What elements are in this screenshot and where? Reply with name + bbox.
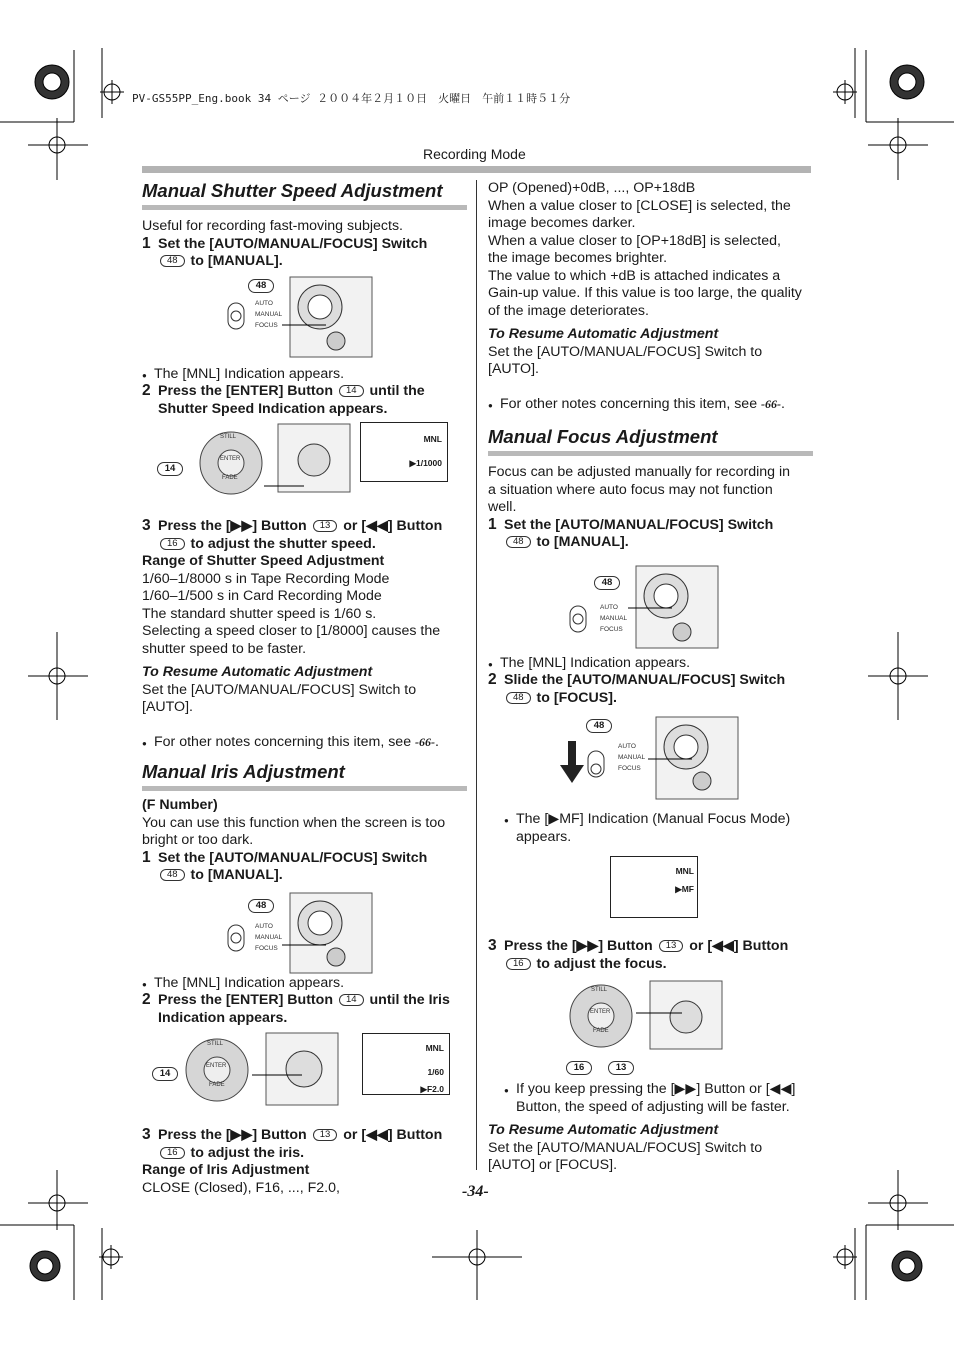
shutter-range-line: 1/60–1/500 s in Card Recording Mode bbox=[142, 588, 382, 604]
focus-intro-line: well. bbox=[488, 499, 517, 515]
focus-resume-line: [AUTO] or [FOCUS]. bbox=[488, 1157, 618, 1173]
shutter-step-3: 3 Press the [▶▶] Button 13 or [◀◀] Button 16 to adjust the shutter speed. bbox=[142, 517, 443, 552]
camcorder-illustration bbox=[282, 889, 377, 977]
iris-cont-line: the image becomes brighter. bbox=[488, 250, 668, 266]
iris-cont-line: When a value closer to [OP+18dB] is selected, bbox=[488, 232, 781, 249]
iris-intro-line: You can use this function when the screen is too bbox=[142, 814, 446, 831]
shutter-range-line: shutter speed to be faster. bbox=[142, 640, 307, 657]
switch-labels: AUTO MANUAL FOCUS bbox=[255, 922, 283, 952]
focus-intro-line: a situation where auto focus may not function bbox=[488, 481, 773, 498]
focus-bullet-2: ● The [▶MF] Indication (Manual Focus Mode) appears. bbox=[504, 811, 813, 846]
switch-figure: 48 AUTO MANUAL FOCUS bbox=[142, 271, 467, 366]
shutter-range-line: Selecting a speed closer to [1/8000] causes the bbox=[142, 623, 441, 639]
focus-step-2: 2 Slide the [AUTO/MANUAL/FOCUS] Switch 48 to [FOCUS]. bbox=[488, 671, 786, 706]
focus-step-1: 1 Set the [AUTO/MANUAL/FOCUS] Switch 48 to [MANUAL]. bbox=[488, 515, 774, 550]
iris-resume-line: [AUTO]. bbox=[488, 361, 539, 377]
dial-figure: STILL ENTER FADE 16 13 bbox=[488, 973, 813, 1081]
iris-cont-line: Gain-up value. If this value is too large, the quality bbox=[488, 285, 802, 301]
iris-cont-line: The value to which +dB is attached indicates a bbox=[488, 267, 781, 284]
running-header: Recording Mode bbox=[423, 146, 526, 162]
shutter-bullet-1: ● The [MNL] Indication appears. bbox=[142, 366, 467, 384]
lcd-screen: MNL ▶MF bbox=[610, 856, 698, 918]
iris-step-1: 1 Set the [AUTO/MANUAL/FOCUS] Switch 48 to [MANUAL]. bbox=[142, 848, 428, 883]
iris-cont-line: of the image deteriorates. bbox=[488, 302, 649, 319]
section-title-focus: Manual Focus Adjustment bbox=[488, 426, 813, 456]
shutter-resume-line: [AUTO]. bbox=[142, 699, 193, 715]
switch-labels: AUTO MANUAL FOCUS bbox=[600, 603, 628, 633]
section-title-iris: Manual Iris Adjustment bbox=[142, 761, 467, 791]
page-number: -34- bbox=[462, 1183, 489, 1200]
iris-range-line: CLOSE (Closed), F16, ..., F2.0, bbox=[142, 1179, 340, 1196]
shutter-range-title: Range of Shutter Speed Adjustment bbox=[142, 553, 385, 569]
switch-figure: 48 AUTO MANUAL FOCUS bbox=[488, 552, 813, 655]
iris-step-2: 2 Press the [ENTER] Button 14 until the Iris Indication appears. bbox=[142, 991, 450, 1026]
shutter-resume-line: Set the [AUTO/MANUAL/FOCUS] Switch to bbox=[142, 681, 417, 698]
shutter-range-line: 1/60–1/8000 s in Tape Recording Mode bbox=[142, 570, 390, 587]
iris-resume-title: To Resume Automatic Adjustment bbox=[488, 326, 719, 342]
left-column bbox=[142, 180, 467, 1197]
camcorder-illustration bbox=[282, 271, 377, 361]
column-divider bbox=[476, 180, 477, 1170]
switch-labels: AUTO MANUAL FOCUS bbox=[255, 299, 283, 329]
shutter-step-2: 2 Press the [ENTER] Button 14 until the Shutter Speed Indication appears. bbox=[142, 382, 425, 417]
camcorder-illustration bbox=[264, 420, 354, 496]
iris-intro-line: bright or too dark. bbox=[142, 832, 254, 848]
enter-button-figure: 14 STILL ENTER FADE MNL 1/60 ▶F2.0 bbox=[142, 1027, 467, 1127]
iris-fnumber: (F Number) bbox=[142, 797, 218, 813]
iris-step-3: 3 Press the [▶▶] Button 13 or [◀◀] Button 16 to adjust the iris. bbox=[142, 1126, 443, 1161]
shutter-intro: Useful for recording fast-moving subjects. bbox=[142, 218, 404, 234]
shutter-range-line: The standard shutter speed is 1/60 s. bbox=[142, 605, 377, 622]
camcorder-illustration bbox=[636, 977, 726, 1053]
switch-labels: AUTO MANUAL FOCUS bbox=[618, 743, 646, 772]
focus-intro-line: Focus can be adjusted manually for recording in bbox=[488, 464, 791, 480]
camcorder-illustration bbox=[628, 562, 723, 652]
iris-note: ● For other notes concerning this item, see -66-. bbox=[488, 396, 813, 414]
print-header: PV-GS55PP_Eng.book 34 ページ ２００４年２月１０日 火曜日 午前１１時５１分 bbox=[132, 92, 571, 105]
focus-bullet-1: ● The [MNL] Indication appears. bbox=[488, 655, 813, 673]
focus-resume-line: Set the [AUTO/MANUAL/FOCUS] Switch to bbox=[488, 1139, 763, 1156]
lcd-screen: MNL 1/60 ▶F2.0 bbox=[362, 1033, 450, 1095]
iris-bullet-1: ● The [MNL] Indication appears. bbox=[142, 975, 467, 993]
lcd-screen: MNL ▶1/1000 bbox=[360, 422, 448, 482]
camcorder-illustration bbox=[252, 1029, 342, 1109]
switch-icon bbox=[568, 604, 588, 634]
iris-cont-line: When a value closer to [CLOSE] is selected, the bbox=[488, 197, 791, 214]
section-title-shutter: Manual Shutter Speed Adjustment bbox=[142, 180, 467, 210]
focus-resume-title: To Resume Automatic Adjustment bbox=[488, 1122, 719, 1138]
arrow-down-icon bbox=[560, 741, 584, 785]
iris-cont-line: image becomes darker. bbox=[488, 215, 636, 231]
header-rule bbox=[142, 166, 811, 173]
focus-bullet-3: ● If you keep pressing the [▶▶] Button or [◀◀] Button, the speed of adjusting will be faster. bbox=[504, 1081, 813, 1116]
switch-figure: 48 AUTO MANUAL FOCUS bbox=[142, 885, 467, 975]
switch-icon bbox=[226, 301, 246, 331]
iris-cont-line: OP (Opened)+0dB, ..., OP+18dB bbox=[488, 180, 696, 196]
switch-icon bbox=[586, 749, 606, 779]
switch-icon bbox=[226, 923, 246, 953]
mf-screen-figure bbox=[488, 846, 813, 938]
shutter-resume-title: To Resume Automatic Adjustment bbox=[142, 664, 373, 680]
enter-button-figure: 14 STILL ENTER FADE MNL ▶1/1000 bbox=[142, 418, 467, 518]
focus-step-3: 3 Press the [▶▶] Button 13 or [◀◀] Button 16 to adjust the focus. bbox=[488, 937, 789, 972]
switch-slide-figure: 48 AUTO MANUAL FOCUS bbox=[488, 707, 813, 811]
shutter-note: ● For other notes concerning this item, see -66-. bbox=[142, 734, 467, 752]
iris-resume-line: Set the [AUTO/MANUAL/FOCUS] Switch to bbox=[488, 343, 763, 360]
iris-range-title: Range of Iris Adjustment bbox=[142, 1162, 310, 1178]
right-column bbox=[488, 180, 813, 1175]
shutter-step-1: 1 Set the [AUTO/MANUAL/FOCUS] Switch 48 to [MANUAL]. bbox=[142, 234, 428, 269]
camcorder-illustration bbox=[648, 713, 743, 803]
